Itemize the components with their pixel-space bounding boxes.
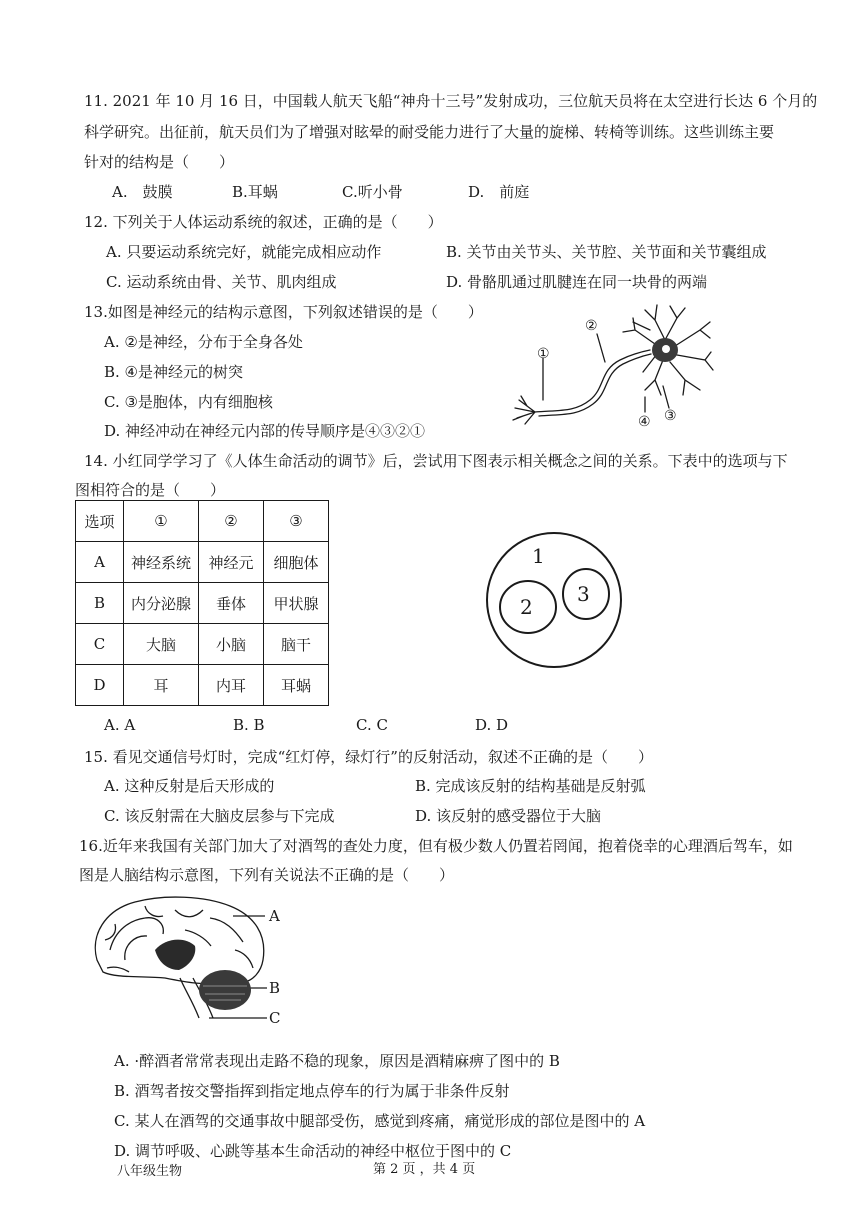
q11-option-b: B.耳蜗 [232,183,278,201]
q11-stem-line1: 11. 2021 年 10 月 16 日，中国载人航天飞船“神舟十三号”发射成功，三位航天员将在太空进行长达 6 个月的 [84,92,818,110]
neuron-label-2: ② [585,318,598,334]
brain-label-b: B [269,979,281,997]
q15-stem: 15. 看见交通信号灯时，完成“红灯停，绿灯行”的反射活动，叙述不正确的是（ ） [84,748,653,766]
table-row [76,583,329,624]
q15-option-d: D. 该反射的感受器位于大脑 [415,807,602,825]
q11-stem-line3: 针对的结构是（ ） [84,153,235,171]
footer-page-number: 第 2 页 ，共 4 页 [373,1162,476,1177]
table-cell: 大脑 [124,624,199,665]
q13-option-c: C. ③是胞体，内有细胞核 [104,393,273,411]
q12-stem: 12. 下列关于人体运动系统的叙述，正确的是（ ） [84,213,443,231]
q15-option-c: C. 该反射需在大脑皮层参与下完成 [104,807,335,825]
q14-stem-line2: 图相符合的是（ ） [75,481,226,499]
table-row [76,665,329,706]
q16-option-a: A. ·醉酒者常常表现出走路不稳的现象，原因是酒精麻痹了图中的 B [114,1052,560,1070]
q16-option-d: D. 调节呼吸、心跳等基本生命活动的神经中枢位于图中的 C [114,1142,512,1160]
q16-option-c: C. 某人在酒驾的交通事故中腿部受伤，感觉到疼痛，痛觉形成的部位是图中的 A [114,1112,646,1130]
table-cell: 内分泌腺 [124,583,199,624]
table-cell: 神经系统 [124,542,199,583]
q13-stem: 13.如图是神经元的结构示意图，下列叙述错误的是（ ） [84,303,483,321]
table-cell: 脑干 [264,624,329,665]
table-cell: 小脑 [199,624,264,665]
q12-option-c: C. 运动系统由骨、关节、肌肉组成 [106,273,337,291]
circle-label-2: 2 [520,595,533,619]
table-cell: C [76,624,124,665]
table-header-row [76,501,329,542]
table-cell: 神经元 [199,542,264,583]
neuron-label-1: ① [537,346,550,362]
brain-label-c: C [269,1009,281,1027]
table-header-cell: ② [199,501,264,542]
table-cell: 内耳 [199,665,264,706]
q11-option-d: D. 前庭 [468,183,530,201]
q15-option-a: A. 这种反射是后天形成的 [104,777,275,795]
table-cell: 耳蜗 [264,665,329,706]
q14-option-c: C. C [356,716,388,734]
table-row [76,624,329,665]
q12-option-d: D. 骨骼肌通过肌腱连在同一块骨的两端 [446,273,708,291]
q16-stem-line2: 图是人脑结构示意图，下列有关说法不正确的是（ ） [79,866,455,884]
q14-option-a: A. A [104,716,136,734]
neuron-label-4: ④ [638,414,651,430]
q12-option-a: A. 只要运动系统完好，就能完成相应动作 [106,243,382,261]
table-row [76,542,329,583]
q13-option-b: B. ④是神经元的树突 [104,363,244,381]
neuron-label-3: ③ [664,408,677,424]
neuron-diagram [505,300,715,430]
table-cell: D [76,665,124,706]
q13-option-d: D. 神经冲动在神经元内部的传导顺序是④③②① [104,422,426,440]
q14-option-table [75,500,329,706]
q14-stem-line1: 14. 小红同学学习了《人体生命活动的调节》后，尝试用下图表示相关概念之间的关系。下表中的选项与下 [84,452,788,470]
q16-stem-line1: 16.近年来我国有关部门加大了对酒驾的查处力度，但有极少数人仍置若罔闻，抱着侥幸的心理酒后驾车，如 [79,837,793,855]
circle-label-1: 1 [532,544,545,568]
table-cell: 耳 [124,665,199,706]
brain-diagram [85,890,295,1030]
table-header-cell: 选项 [76,501,124,542]
q13-option-a: A. ②是神经，分布于全身各处 [104,333,303,351]
circle-label-3: 3 [577,582,590,606]
table-cell: 甲状腺 [264,583,329,624]
q12-option-b: B. 关节由关节头、关节腔、关节面和关节囊组成 [446,243,767,261]
table-header-cell: ③ [264,501,329,542]
q11-stem-line2: 科学研究。出征前，航天员们为了增强对眩晕的耐受能力进行了大量的旋梯、转椅等训练。这些训练主要 [84,123,775,141]
q14-option-b: B. B [233,716,265,734]
brain-label-a: A [269,907,280,925]
q11-option-a: A. 鼓膜 [112,183,173,201]
table-cell: A [76,542,124,583]
table-cell: 垂体 [199,583,264,624]
q14-option-d: D. D [475,716,509,734]
table-header-cell: ① [124,501,199,542]
table-cell: B [76,583,124,624]
footer-subject: 八年级生物 [117,1164,183,1179]
q16-option-b: B. 酒驾者按交警指挥到指定地点停车的行为属于非条件反射 [114,1082,510,1100]
q15-option-b: B. 完成该反射的结构基础是反射弧 [415,777,646,795]
concept-circle-diagram [484,530,624,670]
q11-option-c: C.听小骨 [342,183,403,201]
table-cell: 细胞体 [264,542,329,583]
